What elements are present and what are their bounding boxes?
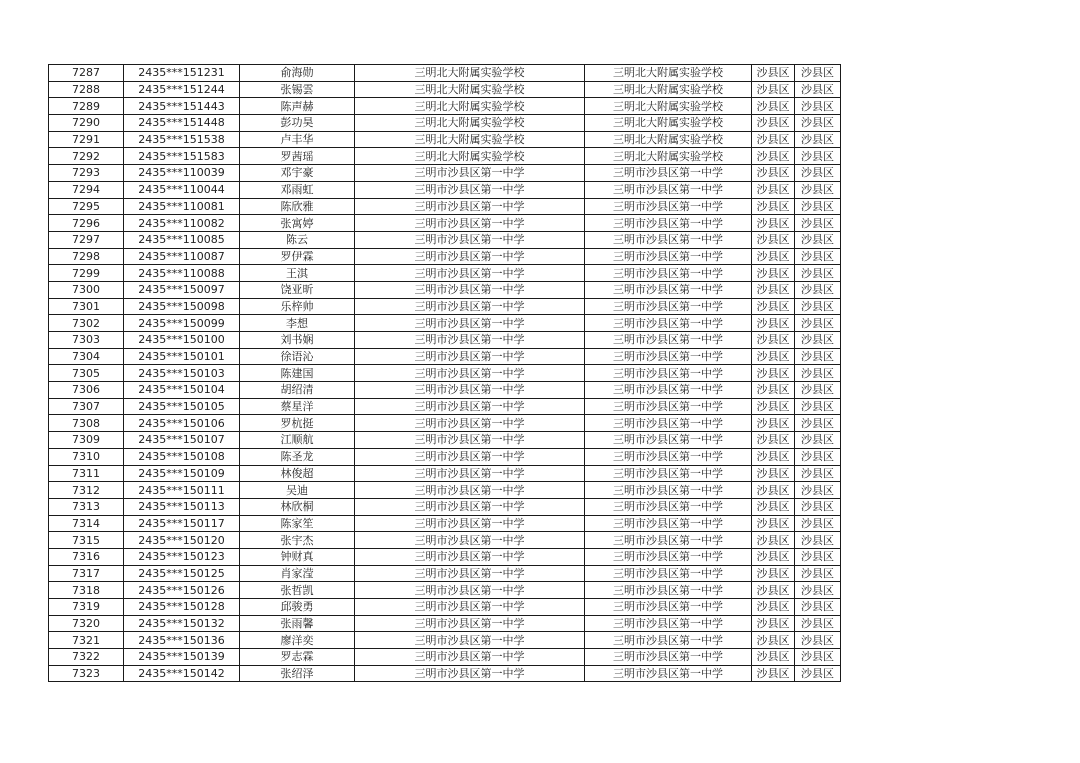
- admission-school-cell: 三明市沙县区第一中学: [585, 432, 752, 449]
- admission-school-cell: 三明市沙县区第一中学: [585, 649, 752, 666]
- district-cell: 沙县区: [752, 81, 795, 98]
- table-row: [49, 248, 841, 265]
- candidate-id-cell: 2435***110081: [124, 198, 240, 215]
- table-row: [49, 332, 841, 349]
- table-row: [49, 148, 841, 165]
- student-name-cell: 陈家笙: [240, 515, 355, 532]
- table-row: [49, 98, 841, 115]
- candidate-id-cell: 2435***150105: [124, 398, 240, 415]
- district-cell: 沙县区: [752, 432, 795, 449]
- admission-school-cell: 三明市沙县区第一中学: [585, 465, 752, 482]
- school-cell: 三明市沙县区第一中学: [355, 181, 585, 198]
- candidate-id-cell: 2435***150142: [124, 665, 240, 682]
- table-row: [49, 382, 841, 399]
- row-number-cell: 7289: [49, 98, 124, 115]
- row-number-cell: 7306: [49, 382, 124, 399]
- admission-district-cell: 沙县区: [795, 649, 841, 666]
- school-cell: 三明市沙县区第一中学: [355, 198, 585, 215]
- table-row: [49, 315, 841, 332]
- admission-school-cell: 三明市沙县区第一中学: [585, 281, 752, 298]
- row-number-cell: 7290: [49, 115, 124, 132]
- candidate-id-cell: 2435***151244: [124, 81, 240, 98]
- district-cell: 沙县区: [752, 248, 795, 265]
- student-name-cell: 卢丰华: [240, 131, 355, 148]
- school-cell: 三明市沙县区第一中学: [355, 432, 585, 449]
- candidate-id-cell: 2435***110082: [124, 215, 240, 232]
- table-row: [49, 231, 841, 248]
- candidate-id-cell: 2435***150097: [124, 281, 240, 298]
- candidate-id-cell: 2435***151231: [124, 65, 240, 82]
- school-cell: 三明北大附属实验学校: [355, 65, 585, 82]
- school-cell: 三明市沙县区第一中学: [355, 632, 585, 649]
- candidate-id-cell: 2435***150104: [124, 382, 240, 399]
- row-number-cell: 7319: [49, 599, 124, 616]
- school-cell: 三明市沙县区第一中学: [355, 315, 585, 332]
- student-name-cell: 张哲凯: [240, 582, 355, 599]
- admission-school-cell: 三明市沙县区第一中学: [585, 298, 752, 315]
- row-number-cell: 7312: [49, 482, 124, 499]
- student-name-cell: 吴迪: [240, 482, 355, 499]
- row-number-cell: 7323: [49, 665, 124, 682]
- school-cell: 三明市沙县区第一中学: [355, 515, 585, 532]
- school-cell: 三明市沙县区第一中学: [355, 332, 585, 349]
- student-name-cell: 张雨馨: [240, 615, 355, 632]
- candidate-id-cell: 2435***151583: [124, 148, 240, 165]
- student-name-cell: 刘书娴: [240, 332, 355, 349]
- candidate-id-cell: 2435***110085: [124, 231, 240, 248]
- table-row: [49, 281, 841, 298]
- admission-school-cell: 三明市沙县区第一中学: [585, 599, 752, 616]
- admission-district-cell: 沙县区: [795, 131, 841, 148]
- row-number-cell: 7318: [49, 582, 124, 599]
- student-name-cell: 林欣桐: [240, 498, 355, 515]
- district-cell: 沙县区: [752, 665, 795, 682]
- school-cell: 三明市沙县区第一中学: [355, 465, 585, 482]
- admission-school-cell: 三明北大附属实验学校: [585, 98, 752, 115]
- candidate-id-cell: 2435***110087: [124, 248, 240, 265]
- student-name-cell: 徐语沁: [240, 348, 355, 365]
- admission-district-cell: 沙县区: [795, 482, 841, 499]
- admission-school-cell: 三明市沙县区第一中学: [585, 515, 752, 532]
- student-name-cell: 张宇杰: [240, 532, 355, 549]
- row-number-cell: 7288: [49, 81, 124, 98]
- row-number-cell: 7320: [49, 615, 124, 632]
- district-cell: 沙县区: [752, 98, 795, 115]
- admission-district-cell: 沙县区: [795, 315, 841, 332]
- row-number-cell: 7308: [49, 415, 124, 432]
- table-row: [49, 365, 841, 382]
- candidate-id-cell: 2435***151538: [124, 131, 240, 148]
- candidate-id-cell: 2435***150128: [124, 599, 240, 616]
- student-name-cell: 张寓婷: [240, 215, 355, 232]
- row-number-cell: 7300: [49, 281, 124, 298]
- candidate-id-cell: 2435***110088: [124, 265, 240, 282]
- admission-district-cell: 沙县区: [795, 348, 841, 365]
- school-cell: 三明市沙县区第一中学: [355, 565, 585, 582]
- admission-district-cell: 沙县区: [795, 582, 841, 599]
- admission-school-cell: 三明市沙县区第一中学: [585, 532, 752, 549]
- district-cell: 沙县区: [752, 515, 795, 532]
- student-name-cell: 陈声赫: [240, 98, 355, 115]
- student-name-cell: 俞海勋: [240, 65, 355, 82]
- candidate-id-cell: 2435***150120: [124, 532, 240, 549]
- admission-school-cell: 三明市沙县区第一中学: [585, 382, 752, 399]
- candidate-id-cell: 2435***150106: [124, 415, 240, 432]
- school-cell: 三明市沙县区第一中学: [355, 448, 585, 465]
- admission-school-cell: 三明市沙县区第一中学: [585, 565, 752, 582]
- district-cell: 沙县区: [752, 365, 795, 382]
- district-cell: 沙县区: [752, 582, 795, 599]
- district-cell: 沙县区: [752, 198, 795, 215]
- admission-school-cell: 三明市沙县区第一中学: [585, 615, 752, 632]
- admission-district-cell: 沙县区: [795, 98, 841, 115]
- student-name-cell: 胡绍清: [240, 382, 355, 399]
- district-cell: 沙县区: [752, 532, 795, 549]
- table-row: [49, 432, 841, 449]
- school-cell: 三明北大附属实验学校: [355, 148, 585, 165]
- district-cell: 沙县区: [752, 148, 795, 165]
- district-cell: 沙县区: [752, 131, 795, 148]
- school-cell: 三明市沙县区第一中学: [355, 165, 585, 182]
- student-name-cell: 陈欣雅: [240, 198, 355, 215]
- row-number-cell: 7303: [49, 332, 124, 349]
- admission-district-cell: 沙县区: [795, 248, 841, 265]
- district-cell: 沙县区: [752, 615, 795, 632]
- row-number-cell: 7295: [49, 198, 124, 215]
- candidate-id-cell: 2435***150107: [124, 432, 240, 449]
- table-row: [49, 448, 841, 465]
- admission-district-cell: 沙县区: [795, 365, 841, 382]
- student-name-cell: 彭功昊: [240, 115, 355, 132]
- admission-district-cell: 沙县区: [795, 465, 841, 482]
- district-cell: 沙县区: [752, 265, 795, 282]
- table-row: [49, 548, 841, 565]
- district-cell: 沙县区: [752, 465, 795, 482]
- admission-district-cell: 沙县区: [795, 215, 841, 232]
- student-name-cell: 张绍泽: [240, 665, 355, 682]
- school-cell: 三明市沙县区第一中学: [355, 498, 585, 515]
- candidate-id-cell: 2435***150099: [124, 315, 240, 332]
- admission-district-cell: 沙县区: [795, 265, 841, 282]
- admission-district-cell: 沙县区: [795, 65, 841, 82]
- row-number-cell: 7309: [49, 432, 124, 449]
- table-row: [49, 665, 841, 682]
- district-cell: 沙县区: [752, 231, 795, 248]
- candidate-id-cell: 2435***150101: [124, 348, 240, 365]
- student-roster-table: [48, 64, 841, 682]
- admission-district-cell: 沙县区: [795, 515, 841, 532]
- school-cell: 三明市沙县区第一中学: [355, 281, 585, 298]
- row-number-cell: 7307: [49, 398, 124, 415]
- candidate-id-cell: 2435***110044: [124, 181, 240, 198]
- row-number-cell: 7305: [49, 365, 124, 382]
- district-cell: 沙县区: [752, 348, 795, 365]
- district-cell: 沙县区: [752, 298, 795, 315]
- district-cell: 沙县区: [752, 398, 795, 415]
- row-number-cell: 7294: [49, 181, 124, 198]
- district-cell: 沙县区: [752, 215, 795, 232]
- admission-district-cell: 沙县区: [795, 615, 841, 632]
- row-number-cell: 7322: [49, 649, 124, 666]
- school-cell: 三明市沙县区第一中学: [355, 582, 585, 599]
- table-row: [49, 198, 841, 215]
- admission-school-cell: 三明北大附属实验学校: [585, 148, 752, 165]
- row-number-cell: 7291: [49, 131, 124, 148]
- student-name-cell: 陈建国: [240, 365, 355, 382]
- school-cell: 三明市沙县区第一中学: [355, 248, 585, 265]
- school-cell: 三明市沙县区第一中学: [355, 615, 585, 632]
- district-cell: 沙县区: [752, 548, 795, 565]
- student-name-cell: 邱骏勇: [240, 599, 355, 616]
- candidate-id-cell: 2435***150139: [124, 649, 240, 666]
- candidate-id-cell: 2435***150109: [124, 465, 240, 482]
- school-cell: 三明市沙县区第一中学: [355, 231, 585, 248]
- school-cell: 三明市沙县区第一中学: [355, 649, 585, 666]
- table-row: [49, 599, 841, 616]
- row-number-cell: 7304: [49, 348, 124, 365]
- school-cell: 三明市沙县区第一中学: [355, 665, 585, 682]
- school-cell: 三明市沙县区第一中学: [355, 415, 585, 432]
- admission-district-cell: 沙县区: [795, 548, 841, 565]
- table-row: [49, 165, 841, 182]
- table-row: [49, 215, 841, 232]
- table-row: [49, 415, 841, 432]
- admission-district-cell: 沙县区: [795, 432, 841, 449]
- candidate-id-cell: 2435***150126: [124, 582, 240, 599]
- district-cell: 沙县区: [752, 315, 795, 332]
- school-cell: 三明北大附属实验学校: [355, 98, 585, 115]
- school-cell: 三明市沙县区第一中学: [355, 348, 585, 365]
- admission-district-cell: 沙县区: [795, 599, 841, 616]
- candidate-id-cell: 2435***150108: [124, 448, 240, 465]
- table-row: [49, 615, 841, 632]
- table-row: [49, 81, 841, 98]
- row-number-cell: 7301: [49, 298, 124, 315]
- candidate-id-cell: 2435***150123: [124, 548, 240, 565]
- school-cell: 三明市沙县区第一中学: [355, 398, 585, 415]
- row-number-cell: 7313: [49, 498, 124, 515]
- row-number-cell: 7287: [49, 65, 124, 82]
- table-row: [49, 348, 841, 365]
- student-name-cell: 罗杭挺: [240, 415, 355, 432]
- school-cell: 三明市沙县区第一中学: [355, 298, 585, 315]
- admission-district-cell: 沙县区: [795, 231, 841, 248]
- admission-school-cell: 三明北大附属实验学校: [585, 65, 752, 82]
- table-row: [49, 181, 841, 198]
- row-number-cell: 7314: [49, 515, 124, 532]
- row-number-cell: 7299: [49, 265, 124, 282]
- district-cell: 沙县区: [752, 632, 795, 649]
- admission-district-cell: 沙县区: [795, 181, 841, 198]
- table-body: [49, 65, 841, 682]
- student-name-cell: 江顺航: [240, 432, 355, 449]
- table-row: [49, 482, 841, 499]
- admission-school-cell: 三明市沙县区第一中学: [585, 632, 752, 649]
- school-cell: 三明市沙县区第一中学: [355, 365, 585, 382]
- student-name-cell: 王淇: [240, 265, 355, 282]
- table-row: [49, 298, 841, 315]
- district-cell: 沙县区: [752, 332, 795, 349]
- admission-district-cell: 沙县区: [795, 165, 841, 182]
- admission-district-cell: 沙县区: [795, 198, 841, 215]
- student-name-cell: 李想: [240, 315, 355, 332]
- candidate-id-cell: 2435***150111: [124, 482, 240, 499]
- admission-district-cell: 沙县区: [795, 81, 841, 98]
- student-name-cell: 罗伊霖: [240, 248, 355, 265]
- admission-district-cell: 沙县区: [795, 281, 841, 298]
- candidate-id-cell: 2435***150103: [124, 365, 240, 382]
- admission-school-cell: 三明市沙县区第一中学: [585, 165, 752, 182]
- admission-school-cell: 三明市沙县区第一中学: [585, 332, 752, 349]
- table-row: [49, 398, 841, 415]
- admission-district-cell: 沙县区: [795, 565, 841, 582]
- table-row: [49, 632, 841, 649]
- row-number-cell: 7292: [49, 148, 124, 165]
- row-number-cell: 7310: [49, 448, 124, 465]
- admission-school-cell: 三明市沙县区第一中学: [585, 582, 752, 599]
- student-name-cell: 邓雨虹: [240, 181, 355, 198]
- table-row: [49, 532, 841, 549]
- school-cell: 三明北大附属实验学校: [355, 115, 585, 132]
- table-row: [49, 131, 841, 148]
- candidate-id-cell: 2435***150098: [124, 298, 240, 315]
- district-cell: 沙县区: [752, 565, 795, 582]
- district-cell: 沙县区: [752, 415, 795, 432]
- admission-school-cell: 三明市沙县区第一中学: [585, 198, 752, 215]
- student-name-cell: 蔡星洋: [240, 398, 355, 415]
- row-number-cell: 7311: [49, 465, 124, 482]
- admission-district-cell: 沙县区: [795, 448, 841, 465]
- student-name-cell: 罗茜瑶: [240, 148, 355, 165]
- admission-district-cell: 沙县区: [795, 332, 841, 349]
- admission-school-cell: 三明北大附属实验学校: [585, 131, 752, 148]
- student-name-cell: 林俊超: [240, 465, 355, 482]
- student-name-cell: 乐梓帅: [240, 298, 355, 315]
- row-number-cell: 7317: [49, 565, 124, 582]
- student-name-cell: 廖洋奕: [240, 632, 355, 649]
- admission-school-cell: 三明市沙县区第一中学: [585, 448, 752, 465]
- row-number-cell: 7297: [49, 231, 124, 248]
- admission-district-cell: 沙县区: [795, 148, 841, 165]
- row-number-cell: 7296: [49, 215, 124, 232]
- school-cell: 三明市沙县区第一中学: [355, 548, 585, 565]
- district-cell: 沙县区: [752, 649, 795, 666]
- school-cell: 三明北大附属实验学校: [355, 81, 585, 98]
- table-row: [49, 565, 841, 582]
- candidate-id-cell: 2435***150113: [124, 498, 240, 515]
- candidate-id-cell: 2435***150117: [124, 515, 240, 532]
- admission-school-cell: 三明市沙县区第一中学: [585, 548, 752, 565]
- school-cell: 三明市沙县区第一中学: [355, 532, 585, 549]
- table-row: [49, 265, 841, 282]
- school-cell: 三明市沙县区第一中学: [355, 599, 585, 616]
- row-number-cell: 7293: [49, 165, 124, 182]
- table-row: [49, 582, 841, 599]
- district-cell: 沙县区: [752, 448, 795, 465]
- admission-school-cell: 三明市沙县区第一中学: [585, 315, 752, 332]
- district-cell: 沙县区: [752, 482, 795, 499]
- school-cell: 三明市沙县区第一中学: [355, 265, 585, 282]
- student-name-cell: 张锡雲: [240, 81, 355, 98]
- table-row: [49, 515, 841, 532]
- admission-district-cell: 沙县区: [795, 498, 841, 515]
- student-name-cell: 罗志霖: [240, 649, 355, 666]
- candidate-id-cell: 2435***150136: [124, 632, 240, 649]
- district-cell: 沙县区: [752, 599, 795, 616]
- admission-school-cell: 三明市沙县区第一中学: [585, 248, 752, 265]
- row-number-cell: 7298: [49, 248, 124, 265]
- table-row: [49, 649, 841, 666]
- candidate-id-cell: 2435***150125: [124, 565, 240, 582]
- admission-school-cell: 三明北大附属实验学校: [585, 115, 752, 132]
- admission-school-cell: 三明市沙县区第一中学: [585, 365, 752, 382]
- school-cell: 三明市沙县区第一中学: [355, 482, 585, 499]
- admission-school-cell: 三明北大附属实验学校: [585, 81, 752, 98]
- school-cell: 三明北大附属实验学校: [355, 131, 585, 148]
- student-name-cell: 钟财真: [240, 548, 355, 565]
- admission-school-cell: 三明市沙县区第一中学: [585, 398, 752, 415]
- candidate-id-cell: 2435***151448: [124, 115, 240, 132]
- district-cell: 沙县区: [752, 498, 795, 515]
- admission-district-cell: 沙县区: [795, 398, 841, 415]
- admission-school-cell: 三明市沙县区第一中学: [585, 265, 752, 282]
- candidate-id-cell: 2435***151443: [124, 98, 240, 115]
- row-number-cell: 7315: [49, 532, 124, 549]
- table-row: [49, 465, 841, 482]
- student-name-cell: 饶亚昕: [240, 281, 355, 298]
- admission-district-cell: 沙县区: [795, 382, 841, 399]
- candidate-id-cell: 2435***150132: [124, 615, 240, 632]
- admission-school-cell: 三明市沙县区第一中学: [585, 231, 752, 248]
- school-cell: 三明市沙县区第一中学: [355, 215, 585, 232]
- district-cell: 沙县区: [752, 65, 795, 82]
- student-name-cell: 陈云: [240, 231, 355, 248]
- table-row: [49, 115, 841, 132]
- admission-district-cell: 沙县区: [795, 632, 841, 649]
- admission-school-cell: 三明市沙县区第一中学: [585, 482, 752, 499]
- admission-school-cell: 三明市沙县区第一中学: [585, 498, 752, 515]
- admission-district-cell: 沙县区: [795, 115, 841, 132]
- district-cell: 沙县区: [752, 382, 795, 399]
- admission-school-cell: 三明市沙县区第一中学: [585, 215, 752, 232]
- admission-school-cell: 三明市沙县区第一中学: [585, 181, 752, 198]
- school-cell: 三明市沙县区第一中学: [355, 382, 585, 399]
- admission-district-cell: 沙县区: [795, 415, 841, 432]
- table-row: [49, 498, 841, 515]
- student-name-cell: 陈圣龙: [240, 448, 355, 465]
- row-number-cell: 7321: [49, 632, 124, 649]
- admission-district-cell: 沙县区: [795, 298, 841, 315]
- admission-school-cell: 三明市沙县区第一中学: [585, 415, 752, 432]
- row-number-cell: 7302: [49, 315, 124, 332]
- row-number-cell: 7316: [49, 548, 124, 565]
- admission-school-cell: 三明市沙县区第一中学: [585, 348, 752, 365]
- admission-district-cell: 沙县区: [795, 532, 841, 549]
- candidate-id-cell: 2435***150100: [124, 332, 240, 349]
- candidate-id-cell: 2435***110039: [124, 165, 240, 182]
- student-name-cell: 邓宇豪: [240, 165, 355, 182]
- admission-district-cell: 沙县区: [795, 665, 841, 682]
- district-cell: 沙县区: [752, 281, 795, 298]
- district-cell: 沙县区: [752, 165, 795, 182]
- district-cell: 沙县区: [752, 115, 795, 132]
- admission-school-cell: 三明市沙县区第一中学: [585, 665, 752, 682]
- district-cell: 沙县区: [752, 181, 795, 198]
- student-name-cell: 肖家滢: [240, 565, 355, 582]
- table-row: [49, 65, 841, 82]
